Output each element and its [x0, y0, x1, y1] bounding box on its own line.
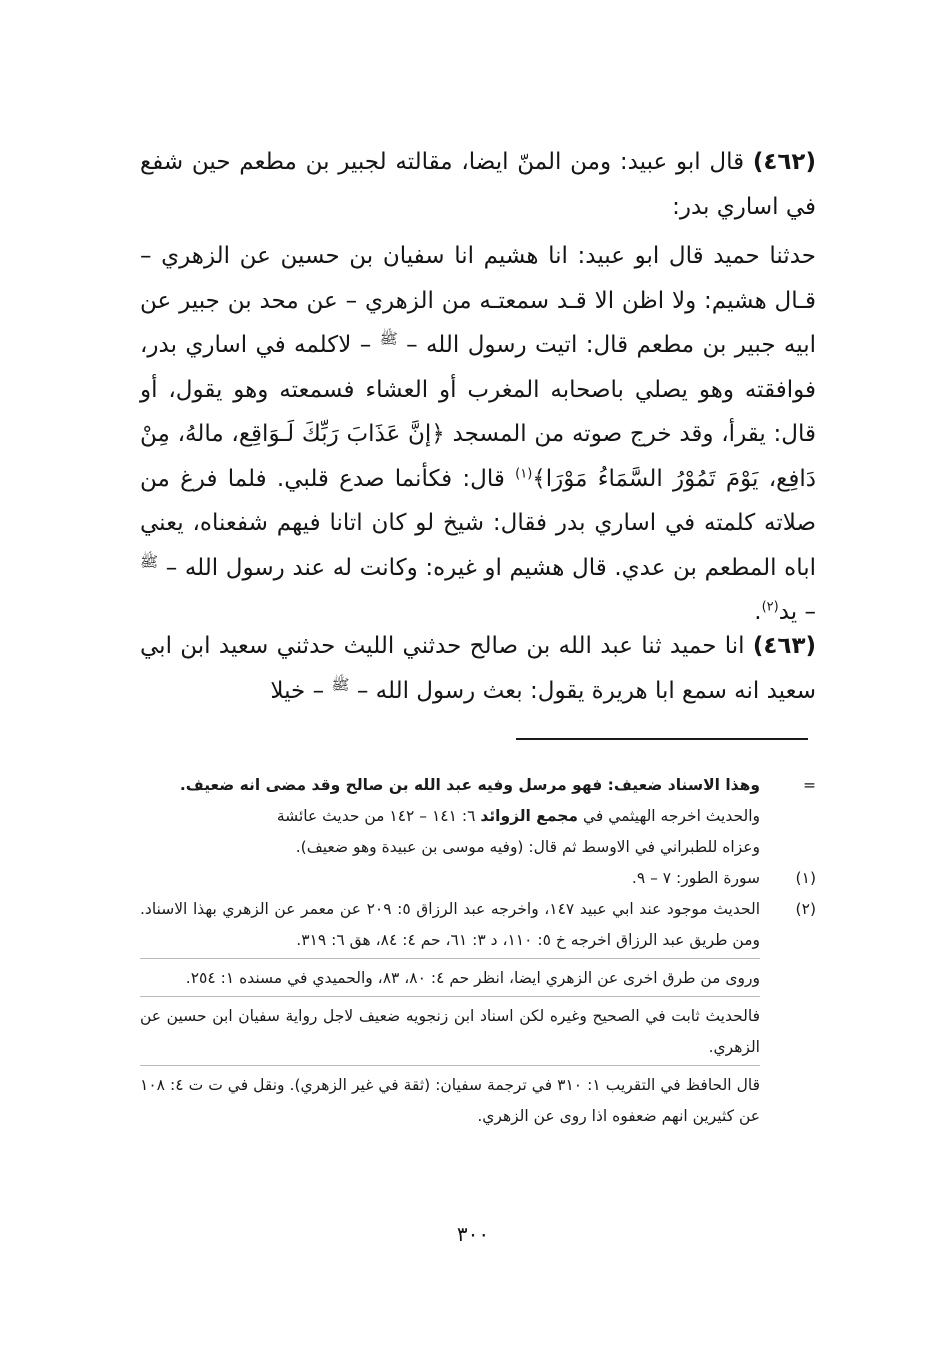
- footnote-text: سورة الطور: ٧ – ٩.: [631, 869, 760, 887]
- body-text: حدثنا حميد قال ابو عبيد: انا هشيم انا سفيان بن حسين عن الزهري – قـال هشيم: ولا اظن الا قـد سمعتـه من الزهري – عن محد بن جبير عن ابيه جبير بن مطعم قال: اتيت رسول الله –: [140, 243, 816, 358]
- paragraph-463: [140, 624, 816, 713]
- honorific-mark: ﷺ: [140, 551, 159, 570]
- body-text: قال: فكأنما صدع قلبي. فلما فرغ من صلاته كلمته في اساري بدر فقال: شيخ لو كان اتانا فيهم شفعناه، يعني اباه المطعم بن عدي. قال هشيم او غيره: وكانت له عند رسول الله –: [140, 465, 816, 581]
- footnote-line: وعزاه للطبراني في الاوسط ثم قال: (وفيه موسى بن عبيدة وهو ضعيف).: [295, 838, 760, 856]
- footnote-paragraph: الحديث موجود عند ابي عبيد ١٤٧، واخرجه عبد الرزاق ٥: ٢٠٩ عن معمر عن الزهري بهذا الاسناد. ومن طريق عبد الرزاق اخرجه خ ٥: ١١٠، د ٣: ٦١، حم ٤: ٨٤، هق ٦: ٣١٩.: [140, 894, 760, 959]
- paragraph-462-body: [140, 234, 816, 635]
- footnote-line: وهذا الاسناد ضعيف: فهو مرسل وفيه عبد الله بن صالح وقد مضى انه ضعيف.: [179, 776, 760, 794]
- honorific-mark: ﷺ: [331, 674, 350, 693]
- page-number: ٣٠٠: [456, 1222, 490, 1246]
- footnote-2: [140, 894, 816, 1138]
- body-text: – خيلا: [270, 677, 325, 704]
- body-text: – يد: [778, 599, 816, 625]
- footnote-paragraph: قال الحافظ في التقريب ١: ٣١٠ في ترجمة سفيان: (ثقة في غير الزهري). ونقل في ت ت ٤: ١٠٨ عن كثيرين انهم ضعفوه اذا روى عن الزهري.: [140, 1076, 761, 1125]
- paragraph-462-heading: [140, 140, 816, 229]
- footnote-line: [140, 801, 760, 832]
- footnote-body: [140, 770, 760, 863]
- footnote-paragraph: فالحديث ثابت في الصحيح وغيره لكن اسناد ابن زنجويه ضعيف لاجل رواية سفيان ابن حسين عن الزهري.: [140, 1001, 760, 1066]
- body-text: انا حميد ثنا عبد الله بن صالح حدثني الليث حدثني سعيد ابن ابي سعيد انه سمع ابا هريرة يقول: بعث رسول الله –: [140, 633, 816, 704]
- footnote-number: (٢): [795, 900, 816, 918]
- footnote-reference: (١): [515, 465, 533, 481]
- paragraph-number: (٤٦٢): [752, 149, 816, 175]
- footnote-body: [140, 894, 760, 1138]
- paragraph-heading: قال ابو عبيد: ومن المنّ ايضا، مقالته لجبير بن مطعم حين شفع في اساري بدر:: [140, 149, 816, 220]
- book-title: مجمع الزوائد: [480, 807, 579, 825]
- footnote-number: (١): [795, 869, 816, 887]
- honorific-mark: ﷺ: [379, 329, 398, 348]
- footnote-1: [140, 863, 816, 894]
- footnote-reference: (٢): [761, 599, 779, 615]
- footnote-text: ٦: ١٤١ – ١٤٢ من حديث عائشة: [276, 807, 476, 825]
- footnote-paragraph: وروى من طرق اخرى عن الزهري ايضا، انظر حم ٤: ٨٠، ٨٣، والحميدي في مسنده ١: ٢٥٤.: [140, 963, 760, 997]
- quran-verse: ﴿إنَّ عَذَابَ رَبِّكَ لَـوَاقِع، مالهُ، مِنْ دَافِع، يَوْمَ تَمُوْرُ السَّمَاءُ مَوْرَا﴾: [140, 421, 816, 492]
- continuation-marker: =: [803, 776, 816, 794]
- body-text: – لاكلمه في اساري بدر، فوافقته وهو يصلي باصحابه المغرب أو العشاء فسمعته وهو يقول، أو قال: يقرأ، وقد خرج صوته من المسجد: [140, 332, 817, 447]
- footnote-text: والحديث اخرجه الهيثمي في: [582, 807, 760, 825]
- footnote-continuation: [140, 770, 816, 863]
- footnotes-section: [140, 770, 816, 1138]
- footnote-separator: [516, 738, 808, 740]
- body-text: .: [754, 599, 762, 625]
- paragraph-number: (٤٦٣): [752, 633, 817, 659]
